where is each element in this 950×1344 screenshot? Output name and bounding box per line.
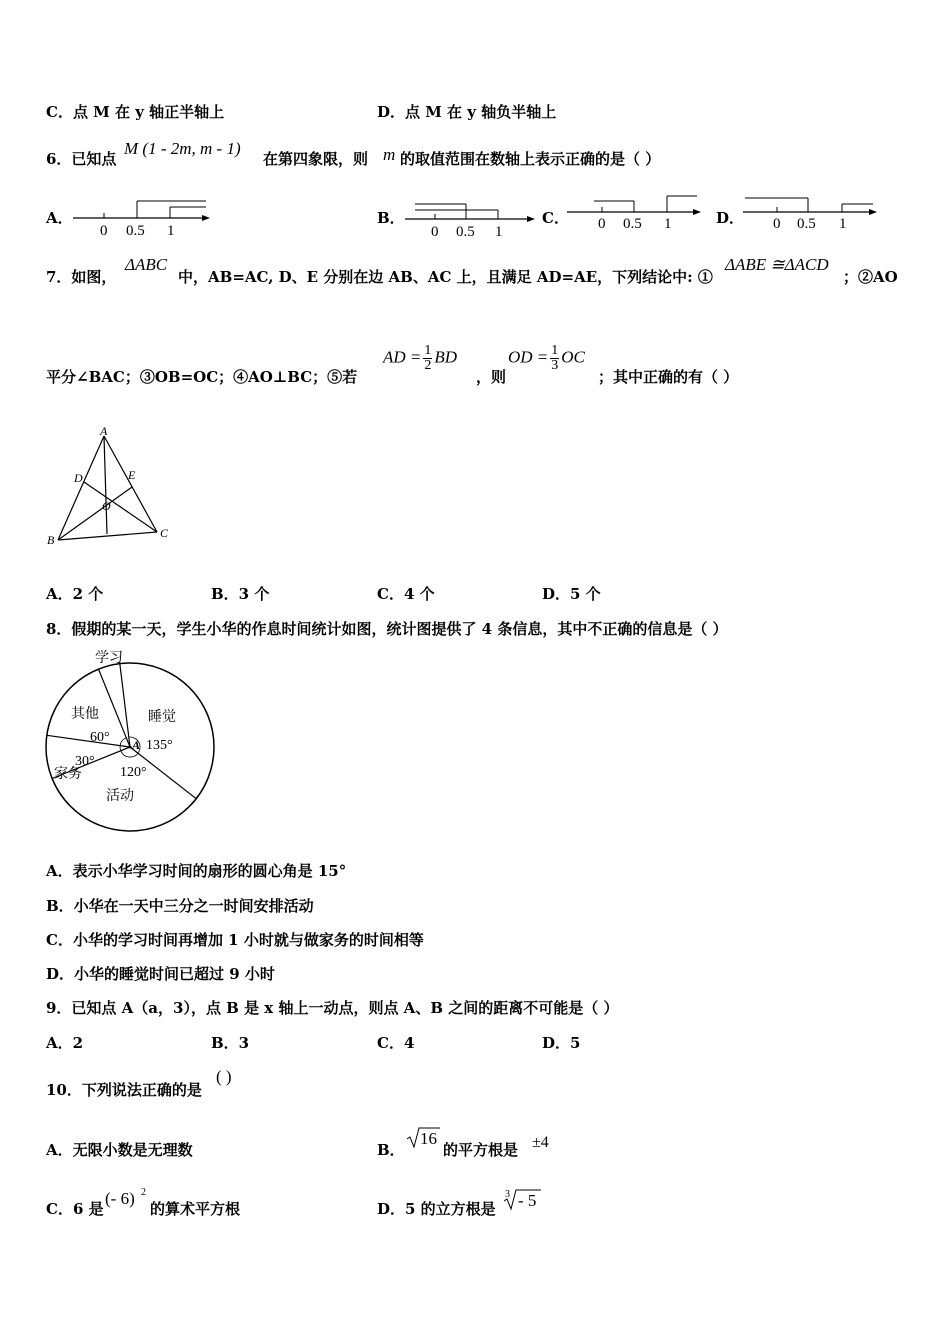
q6-prefix: 6．已知点 <box>46 150 117 168</box>
q7-then: ，则 <box>476 368 507 386</box>
q7-tail: ；②AO <box>843 268 898 286</box>
label-o: O <box>102 499 111 513</box>
pie-angle-arc <box>120 746 121 751</box>
pie-angle-label: 30° <box>75 754 95 769</box>
q6-suffix: 的取值范围在数轴上表示正确的是（ ） <box>400 150 661 168</box>
q8-option-c: C．小华的学习时间再增加 1 小时就与做家务的时间相等 <box>46 931 424 949</box>
q6-label-d: D． <box>716 209 745 227</box>
q10-option-d-prefix: D．5 的立方根是 <box>377 1200 496 1218</box>
pie-slice-label: 其他 <box>71 706 99 722</box>
eq1-numerator: 1 <box>424 343 432 358</box>
tick-1: 1 <box>495 224 503 240</box>
number-line-c <box>564 192 714 234</box>
q7-equation-1 <box>383 344 457 373</box>
tick-0: 0 <box>100 223 108 239</box>
q10-c-expression: (- 6) <box>105 1189 135 1208</box>
eq2-numerator: 1 <box>551 343 559 358</box>
eq1-denominator: 2 <box>424 358 432 373</box>
fraction-one-half <box>423 344 432 373</box>
pie-slice-boundary <box>47 735 130 747</box>
q9-stem: 9．已知点 A（a，3），点 B 是 x 轴上一动点，则点 A、B 之间的距离不可能是（ ） <box>46 999 619 1017</box>
q9-option-a: A．2 <box>46 1034 84 1052</box>
q7-prefix: 7．如图， <box>46 268 117 286</box>
tick-1: 1 <box>839 216 847 232</box>
number-line-d <box>740 192 885 234</box>
q6-label-c: C． <box>542 209 569 227</box>
label-e: E <box>128 468 136 482</box>
q7-option-c: C．4 个 <box>377 585 435 603</box>
pie-slice-label: 睡觉 <box>148 709 176 725</box>
tick-0: 0 <box>598 216 606 232</box>
tick-0: 0 <box>773 216 781 232</box>
q10-d-index: 3 <box>505 1189 510 1200</box>
q10-paren: ( ) <box>216 1067 232 1086</box>
q5-option-d: D．点 M 在 y 轴负半轴上 <box>377 103 557 121</box>
q6-variable: m <box>383 145 396 164</box>
eq2-lhs: OD = <box>508 347 549 367</box>
q6-middle: 在第四象限，则 <box>263 150 369 168</box>
q6-label-b: B． <box>377 209 405 227</box>
number-line-a <box>70 198 215 240</box>
q7-option-a: A．2 个 <box>46 585 104 603</box>
pie-center-dot <box>129 746 132 749</box>
q9-option-d: D．5 <box>542 1034 581 1052</box>
pie-angle-label: 60° <box>90 730 110 745</box>
tick-0-5: 0.5 <box>126 223 145 239</box>
q10-b-value: ±4 <box>532 1134 549 1151</box>
tick-1: 1 <box>167 223 175 239</box>
number-line-b <box>402 198 542 240</box>
q10-option-a: A．无限小数是无理数 <box>46 1141 193 1159</box>
q10-option-b-prefix: B． <box>377 1141 405 1159</box>
label-a: A <box>100 424 108 438</box>
label-c: C <box>160 526 169 540</box>
tick-1: 1 <box>664 216 672 232</box>
eq1-rhs: BD <box>434 347 458 367</box>
q6-point-expression: M (1 - 2m, m - 1) <box>124 139 241 158</box>
pie-angle-arc <box>120 738 126 746</box>
label-b: B <box>47 533 55 547</box>
q6-label-a: A． <box>46 209 73 227</box>
q5-option-c: C．点 M 在 y 轴正半轴上 <box>46 103 225 121</box>
tick-0-5: 0.5 <box>623 216 642 232</box>
q10-d-radicand: - 5 <box>518 1191 537 1210</box>
q10-b-radicand: 16 <box>420 1129 437 1148</box>
q7-middle: 中，AB=AC, D、E 分别在边 AB、AC 上，且满足 AD=AE，下列结论中: ① <box>178 268 713 286</box>
pie-slice-label: 家务 <box>54 766 82 782</box>
pie-angle-label: 120° <box>120 765 147 780</box>
fraction-one-third <box>550 344 559 373</box>
q7-option-b: B．3 个 <box>211 585 270 603</box>
q8-option-b: B．小华在一天中三分之一时间安排活动 <box>46 897 314 915</box>
q7-option-d: D．5 个 <box>542 585 601 603</box>
q9-option-b: B．3 <box>211 1034 250 1052</box>
q7-triangle: ΔABC <box>125 255 168 274</box>
q10-option-c-suffix: 的算术平方根 <box>150 1200 241 1218</box>
q8-stem: 8．假期的某一天，学生小华的作息时间统计如图，统计图提供了 4 条信息，其中不正确的信息是（ ） <box>46 620 728 638</box>
q9-option-c: C．4 <box>377 1034 415 1052</box>
pie-angle-label: 135° <box>146 738 173 753</box>
q10-option-b-mid: 的平方根是 <box>443 1141 519 1159</box>
q10-c-exponent: 2 <box>141 1187 146 1198</box>
triangle-figure <box>44 424 179 549</box>
q7-equation-2 <box>508 344 585 373</box>
eq1-lhs: AD = <box>383 347 422 367</box>
q10-option-c-prefix: C．6 是 <box>46 1200 104 1218</box>
q10-stem: 10．下列说法正确的是 <box>46 1081 202 1099</box>
tick-0-5: 0.5 <box>797 216 816 232</box>
q7-line2-prefix: 平分∠BAC；③OB=OC；④AO⊥BC；⑤若 <box>46 368 358 386</box>
pie-slice-label: 学习 <box>95 650 123 666</box>
label-d: D <box>74 471 83 485</box>
pie-chart <box>40 648 220 838</box>
pie-slice-label: 活动 <box>106 788 134 804</box>
tick-0: 0 <box>431 224 439 240</box>
q8-option-d: D．小华的睡觉时间已超过 9 小时 <box>46 965 275 983</box>
tick-0-5: 0.5 <box>456 224 475 240</box>
pie-center-label: A <box>132 738 141 752</box>
q7-line2-suffix: ；其中正确的有（ ） <box>598 368 739 386</box>
q8-option-a: A．表示小华学习时间的扇形的圆心角是 15° <box>46 862 347 880</box>
q7-congruence: ΔABE ≅ΔACD <box>725 255 829 274</box>
eq2-rhs: OC <box>561 347 585 367</box>
eq2-denominator: 3 <box>551 358 559 373</box>
